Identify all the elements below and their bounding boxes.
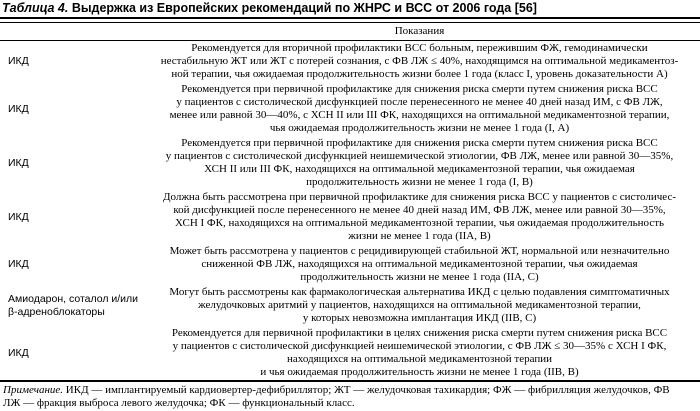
indication-line: ной терапии, чья ожидаемая продолжительность жизни более 1 года (класс I, уровень доказательности А): [171, 68, 668, 80]
indication-line: чья ожидаемая продолжительность жизни не менее 1 года (I, А): [269, 122, 570, 134]
row-label: ИКД: [8, 258, 29, 270]
table-header-row: [0, 23, 700, 40]
row-indication: [147, 191, 700, 243]
footnote: [0, 382, 700, 410]
indication-line: ХСН I ФК, находящихся на оптимальной медикаментозной терапии, чья ожидаемая продолжительность: [174, 217, 665, 229]
row-indication: [147, 245, 700, 284]
table-caption-text: Выдержка из Европейских рекомендаций по ЖНРС и ВСС от 2006 года [56]: [68, 1, 537, 15]
indication-line: Рекомендуется при первичной профилактике для снижения риска смерти путем снижения риска ВСС: [181, 83, 658, 95]
row-indication: [147, 83, 700, 135]
table-row: [0, 190, 700, 244]
row-label: ИКД: [8, 55, 29, 67]
column-header: Показания: [394, 25, 445, 37]
footnote-line: [3, 384, 697, 397]
indication-line: кой дисфункцией после перенесенного не менее 40 дней назад ИМ, ФВ ЛЖ, менее или равной 30—35%,: [173, 204, 666, 216]
table-row: [0, 326, 700, 380]
table-row: [0, 82, 700, 136]
table-caption-number: Таблица 4.: [2, 1, 69, 15]
indication-line: у пациентов с систолической дисфункцией неишемической этиологии, с ФВ ЛЖ ≤ 30—35% с ХСН I ФК,: [172, 340, 667, 352]
indication-line: у пациентов с систолической дисфункцией после перенесенного не менее 40 дней назад ИМ, с ФВ ЛЖ,: [176, 96, 663, 108]
indication-line: и чья ожидаемая продолжительность жизни не менее 1 года (IIВ, В): [260, 366, 579, 378]
row-indication: [147, 286, 700, 325]
indication-line: Рекомендуется при первичной профилактике для снижения риска смерти путем снижения риска ВСС: [181, 137, 658, 149]
table-caption: [0, 0, 700, 17]
indication-line: Могут быть рассмотрены как фармакологическая альтернатива ИКД с целью подавления симптоматичных: [169, 286, 670, 298]
row-indication: [147, 327, 700, 379]
table-row: [0, 41, 700, 82]
table-row: [0, 285, 700, 326]
indication-line: Может быть рассмотрена у пациентов с рецидивирующей стабильной ЖТ, нормальной или незначительно: [169, 245, 670, 257]
row-label: ИКД: [8, 210, 29, 223]
indication-line: жизни не менее 1 года (IIА, В): [348, 230, 491, 242]
row-label: ИКД: [8, 156, 29, 169]
indication-line: желудочковых аритмий у пациентов, находящихся на оптимальной медикаментозной терапии,: [198, 299, 641, 311]
footnote-label: Примечание.: [3, 384, 64, 396]
indication-line: Рекомендуется для первичной профилактики в целях снижения риска смерти путем снижения риска ВСС: [171, 327, 668, 339]
indication-line: менее или равной 30—40%, с ХСН II или III ФК, находящихся на оптимальной медикаментозной терапии,: [169, 109, 670, 121]
row-label: Амиодарон, соталол и/или β-адреноблокаторы: [8, 292, 139, 318]
row-label: ИКД: [8, 346, 29, 359]
indication-line: нестабильную ЖТ или ЖТ с потерей сознания, с ФВ ЛЖ ≤ 40%, находящимся на оптимальной медикаментоз-: [160, 55, 679, 67]
indication-line: находящихся на оптимальной медикаментозной терапии: [286, 353, 552, 365]
row-indication: [147, 137, 700, 189]
indication-line: продолжительность жизни не менее 1 года (IIА, С): [300, 271, 539, 283]
indication-line: сниженной ФВ ЛЖ, находящихся на оптимальной медикаментозной терапии, чья ожидаемая: [201, 258, 638, 270]
indication-line: ХСН II или III ФК, находящихся на оптимальной медикаментозной терапии, чья ожидаемая: [204, 163, 635, 175]
indication-line: у пациентов с систолической дисфункцией неишемической этиологии, ФВ ЛЖ, менее или равной 30—35%,: [165, 150, 674, 162]
row-indication: [147, 42, 700, 81]
row-label: ИКД: [8, 102, 29, 115]
footnote-text: ИКД — имплантируемый кардиовертер-дефибриллятор; ЖТ — желудочковая тахикардия; ФЖ — фибрилляция желудочков, ФВ: [63, 384, 670, 396]
header-spacer: [0, 23, 147, 40]
table-row: [0, 244, 700, 285]
table-row: [0, 136, 700, 190]
indication-line: Должна быть рассмотрена при первичной профилактике для снижения риска ВСС у пациентов с систоличес-: [162, 191, 677, 203]
footnote-line: ЛЖ — фракция выброса левого желудочка; ФК — функциональный класс.: [3, 397, 355, 409]
indication-line: Рекомендуется для вторичной профилактики ВСС больным, пережившим ФЖ, гемодинамически: [191, 42, 648, 54]
indication-line: у которых невозможна имплантация ИКД (IIВ, С): [302, 312, 537, 324]
indication-line: продолжительность жизни не менее 1 года (I, В): [306, 176, 533, 188]
